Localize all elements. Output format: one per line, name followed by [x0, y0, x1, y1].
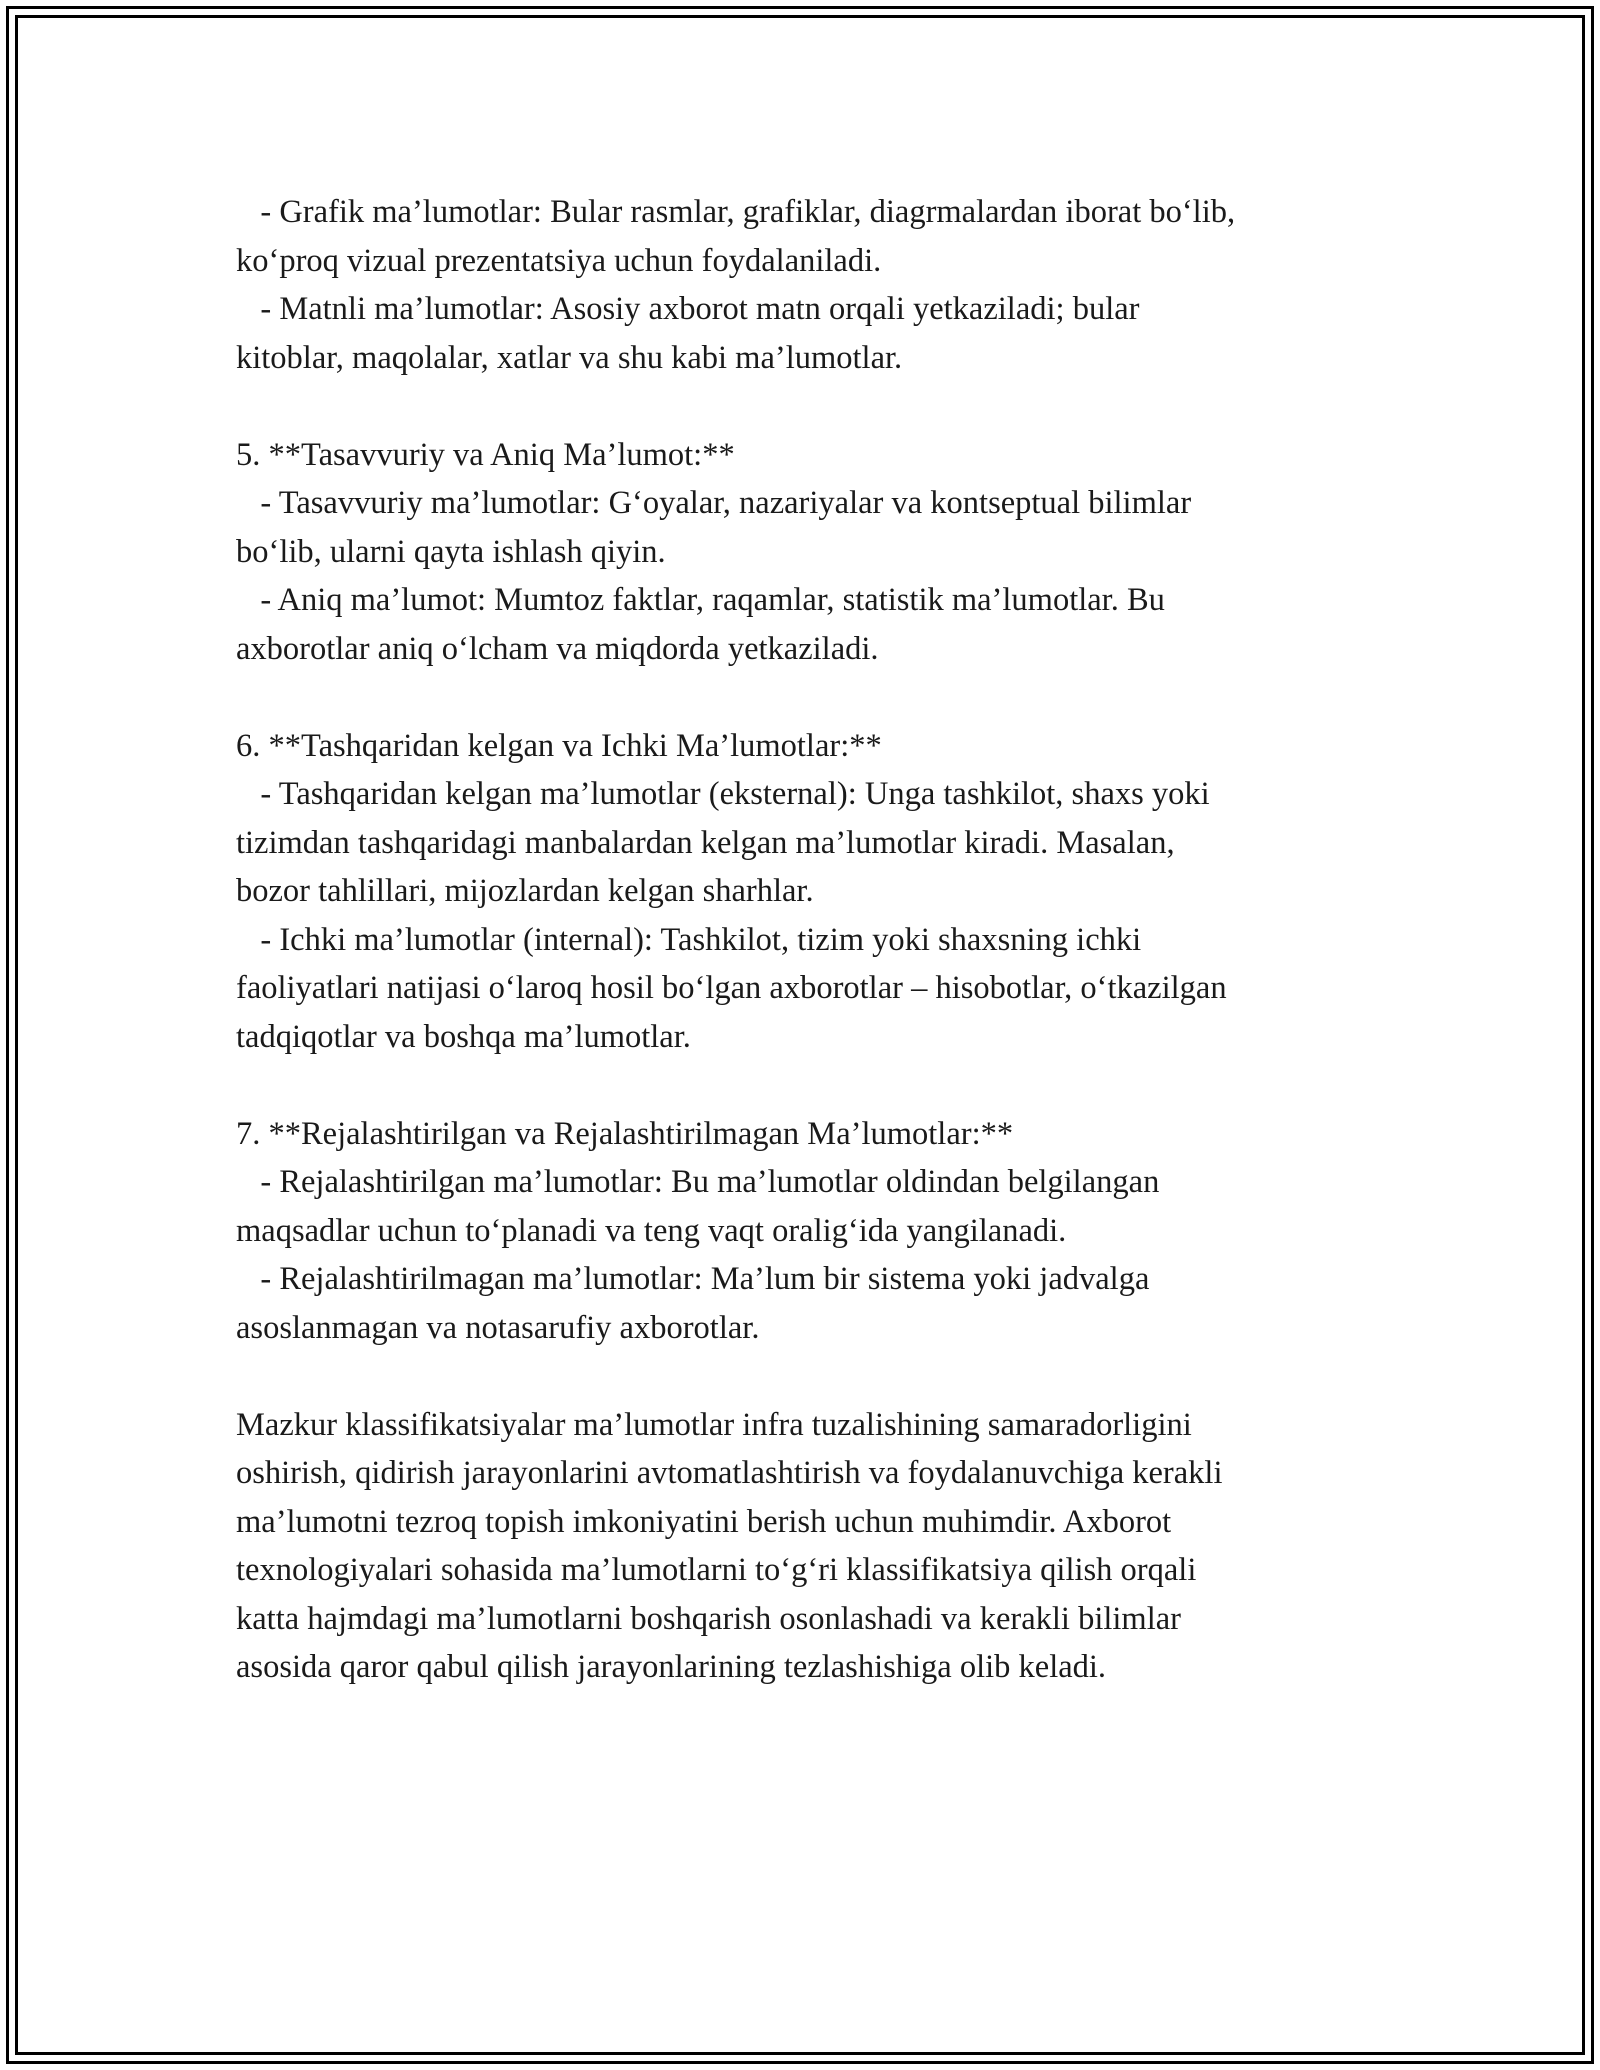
- paragraph-conclusion: [236, 1401, 1376, 1692]
- paragraph-spacer: [236, 1352, 1376, 1401]
- text-line: asosida qaror qabul qilish jarayonlarining tezlashishiga olib keladi.: [236, 1649, 1107, 1685]
- paragraph-grafik-matnli: [236, 188, 1376, 382]
- text-line: ko‘proq vizual prezentatsiya uchun foydalaniladi.: [236, 242, 882, 279]
- section-heading: 5. **Tasavvuriy va Aniq Ma’lumot:**: [236, 436, 735, 473]
- text-line: maqsadlar uchun to‘planadi va teng vaqt oralig‘ida yangilanadi.: [236, 1212, 1067, 1249]
- section-6-tashqi-ichki: [236, 722, 1376, 1062]
- paragraph-spacer: [236, 673, 1376, 722]
- section-7-rejalashtirilgan: [236, 1110, 1376, 1353]
- text-line: axborotlar aniq o‘lcham va miqdorda yetkaziladi.: [236, 630, 879, 667]
- text-line: bozor tahlillari, mijozlardan kelgan sharhlar.: [236, 873, 814, 909]
- text-line: katta hajmdagi ma’lumotlarni boshqarish osonlashadi va kerakli bilimlar: [236, 1600, 1181, 1637]
- text-line: tizimdan tashqaridagi manbalardan kelgan ma’lumotlar kiradi. Masalan,: [236, 824, 1175, 861]
- text-line: ma’lumotni tezroq topish imkoniyatini berish uchun muhimdir. Axborot: [236, 1503, 1172, 1540]
- text-line: - Tasavvuriy ma’lumotlar: G‘oyalar, nazariyalar va kontseptual bilimlar: [236, 485, 1192, 521]
- paragraph-spacer: [236, 1061, 1376, 1110]
- paragraph-spacer: [236, 382, 1376, 431]
- section-heading: 6. **Tashqaridan kelgan va Ichki Ma’lumotlar:**: [236, 727, 882, 764]
- text-line: oshirish, qidirish jarayonlarini avtomatlashtirish va foydalanuvchiga kerakli: [236, 1455, 1223, 1491]
- text-line: - Tashqaridan kelgan ma’lumotlar (eksternal): Unga tashkilot, shaxs yoki: [236, 776, 1210, 812]
- text-line: - Ichki ma’lumotlar (internal): Tashkilot, tizim yoki shaxsning ichki: [236, 921, 1142, 958]
- text-line: kitoblar, maqolalar, xatlar va shu kabi ma’lumotlar.: [236, 339, 903, 376]
- text-line: faoliyatlari natijasi o‘laroq hosil bo‘lgan axborotlar – hisobotlar, o‘tkazilgan: [236, 970, 1227, 1006]
- section-5-tasavvuriy-aniq: [236, 431, 1376, 674]
- document-body: [236, 188, 1376, 1692]
- section-heading: 7. **Rejalashtirilgan va Rejalashtirilmagan Ma’lumotlar:**: [236, 1115, 1014, 1152]
- text-line: - Rejalashtirilgan ma’lumotlar: Bu ma’lumotlar oldindan belgilangan: [236, 1164, 1160, 1200]
- text-line: - Matnli ma’lumotlar: Asosiy axborot matn orqali yetkaziladi; bular: [236, 291, 1140, 327]
- text-line: bo‘lib, ularni qayta ishlash qiyin.: [236, 533, 666, 570]
- text-line: - Rejalashtirilmagan ma’lumotlar: Ma’lum bir sistema yoki jadvalga: [236, 1261, 1150, 1297]
- text-line: texnologiyalari sohasida ma’lumotlarni to‘g‘ri klassifikatsiya qilish orqali: [236, 1552, 1197, 1588]
- text-line: Mazkur klassifikatsiyalar ma’lumotlar infra tuzalishining samaradorligini: [236, 1406, 1192, 1443]
- text-line: asoslanmagan va notasarufiy axborotlar.: [236, 1309, 760, 1346]
- text-line: - Aniq ma’lumot: Mumtoz faktlar, raqamlar, statistik ma’lumotlar. Bu: [236, 582, 1165, 618]
- text-line: - Grafik ma’lumotlar: Bular rasmlar, grafiklar, diagrmalardan iborat bo‘lib,: [236, 194, 1236, 230]
- text-line: tadqiqotlar va boshqa ma’lumotlar.: [236, 1018, 691, 1055]
